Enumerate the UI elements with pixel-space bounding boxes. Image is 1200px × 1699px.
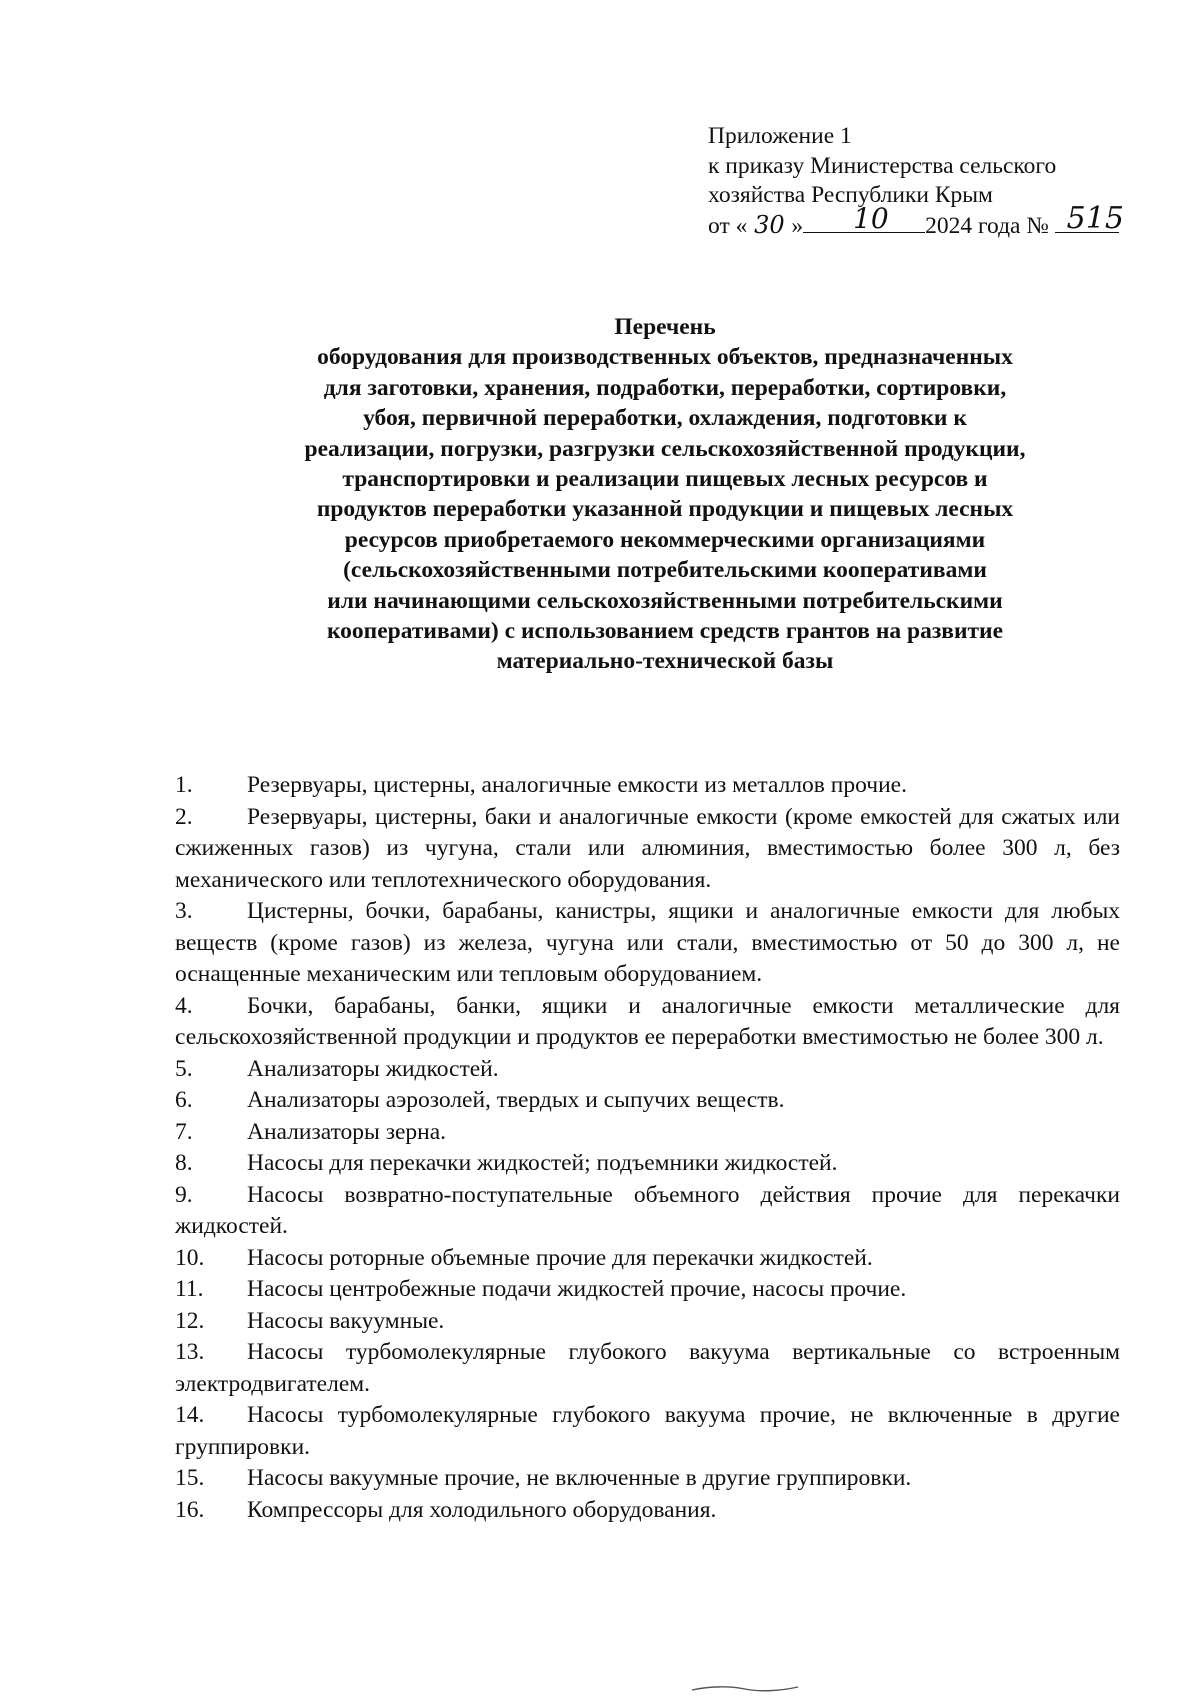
item-number: 10. <box>175 1244 205 1271</box>
title-line: для заготовки, хранения, подработки, переработки, сортировки, <box>323 374 1007 401</box>
title-line: материально-технической базы <box>496 648 834 675</box>
list-item <box>175 1400 1120 1463</box>
list-item <box>175 991 1120 1054</box>
item-number: 7. <box>175 1118 193 1145</box>
title-line: продуктов переработки указанной продукции и пищевых лесных <box>316 496 1014 523</box>
date-close: » <box>791 212 804 239</box>
year-text: 2024 года № <box>925 212 1049 239</box>
item-number: 9. <box>175 1181 193 1208</box>
title-line: транспортировки и реализации пищевых лесных ресурсов и <box>342 466 988 493</box>
annex-title: Приложение 1 <box>708 123 852 149</box>
title-line: кооперативами) с использованием средств грантов на развитие <box>326 618 1004 645</box>
date-prefix: от « <box>708 212 748 239</box>
list-item <box>175 770 1120 802</box>
item-number: 16. <box>175 1496 205 1523</box>
item-text: Насосы вакуумные прочие, не включенные в другие группировки. <box>247 1465 912 1491</box>
list-item <box>175 1148 1120 1180</box>
annex-ministry: хозяйства Республики Крым <box>708 182 993 208</box>
list-item <box>175 1085 1120 1117</box>
item-text: Насосы центробежные подачи жидкостей прочие, насосы прочие. <box>247 1276 907 1302</box>
annex-date-line <box>708 201 1148 242</box>
item-text: Насосы возвратно-поступательные объемного действия прочие для перекачки жидкостей. <box>175 1181 1120 1239</box>
item-number: 15. <box>175 1465 205 1491</box>
title-line: или начинающими сельскохозяйственными потребительскими <box>327 587 1003 614</box>
item-text: Резервуары, цистерны, аналогичные емкости из металлов прочие. <box>247 772 907 798</box>
list-item <box>175 1117 1120 1149</box>
item-text: Насосы турбомолекулярные глубокого вакуума вертикальные со встроенным электродвигателем. <box>175 1339 1120 1397</box>
list-item <box>175 1463 1120 1495</box>
list-item <box>175 1337 1120 1400</box>
item-number: 1. <box>175 772 193 798</box>
item-text: Насосы роторные объемные прочие для перекачки жидкостей. <box>247 1244 873 1271</box>
item-number: 14. <box>175 1402 205 1428</box>
title-line: (сельскохозяйственными потребительскими кооперативами <box>343 557 987 584</box>
document-title <box>230 312 1100 677</box>
item-number: 5. <box>175 1055 193 1082</box>
item-text: Насосы для перекачки жидкостей; подъемники жидкостей. <box>247 1150 838 1176</box>
handwritten-day: 30 <box>754 210 785 239</box>
title-line: реализации, погрузки, разгрузки сельскохозяйственной продукции, <box>304 435 1026 462</box>
item-text: Анализаторы зерна. <box>247 1118 447 1145</box>
item-number: 2. <box>175 803 193 830</box>
annex-block <box>708 122 1148 241</box>
item-text: Анализаторы жидкостей. <box>247 1055 499 1082</box>
item-text: Насосы турбомолекулярные глубокого вакуума прочие, не включенные в другие группировки. <box>175 1402 1120 1460</box>
list-item <box>175 1243 1120 1275</box>
item-number: 6. <box>175 1087 193 1113</box>
item-text: Цистерны, бочки, барабаны, канистры, ящики и аналогичные емкости для любых веществ (кроме газов) из железа, чугуна или стали, вместимостью от 50 до 300 л, не оснащенные механическим или тепловым оборудованием. <box>175 898 1120 987</box>
list-item <box>175 1495 1120 1527</box>
title-heading: Перечень <box>614 314 716 340</box>
title-line: ресурсов приобретаемого некоммерческими организациями <box>344 526 986 553</box>
item-number: 3. <box>175 898 193 924</box>
list-item <box>175 1274 1120 1306</box>
item-text: Резервуары, цистерны, баки и аналогичные емкости (кроме емкостей для сжатых или сжиженных газов) из чугуна, стали или алюминия, вместимостью более 300 л, без механического или теплотехнического оборудования. <box>175 803 1120 893</box>
item-number: 8. <box>175 1150 193 1176</box>
item-number: 11. <box>175 1276 204 1302</box>
item-number: 13. <box>175 1339 205 1365</box>
annex-order-ref: к приказу Министерства сельского <box>708 152 1057 179</box>
handwritten-month: 10 <box>853 202 889 235</box>
title-line: оборудования для производственных объектов, предназначенных <box>317 344 1013 371</box>
item-text: Анализаторы аэрозолей, твердых и сыпучих веществ. <box>247 1087 785 1113</box>
item-text: Компрессоры для холодильного оборудования. <box>247 1496 717 1523</box>
number-blank <box>1055 201 1124 236</box>
item-number: 12. <box>175 1307 205 1334</box>
title-line: убоя, первичной переработки, охлаждения, подготовки к <box>363 405 967 432</box>
item-text: Насосы вакуумные. <box>247 1307 445 1334</box>
list-item <box>175 1054 1120 1086</box>
month-blank <box>803 202 925 235</box>
scan-artifact-mark <box>690 1684 800 1692</box>
item-number: 4. <box>175 992 193 1019</box>
list-item <box>175 1306 1120 1338</box>
list-item <box>175 896 1120 991</box>
item-text: Бочки, барабаны, банки, ящики и аналогичные емкости металлические для сельскохозяйственной продукции и продуктов ее переработки вместимостью не более 300 л. <box>175 992 1120 1050</box>
list-item <box>175 1180 1120 1243</box>
list-item <box>175 802 1120 897</box>
handwritten-number: 515 <box>1066 201 1124 236</box>
equipment-list <box>175 770 1120 1526</box>
